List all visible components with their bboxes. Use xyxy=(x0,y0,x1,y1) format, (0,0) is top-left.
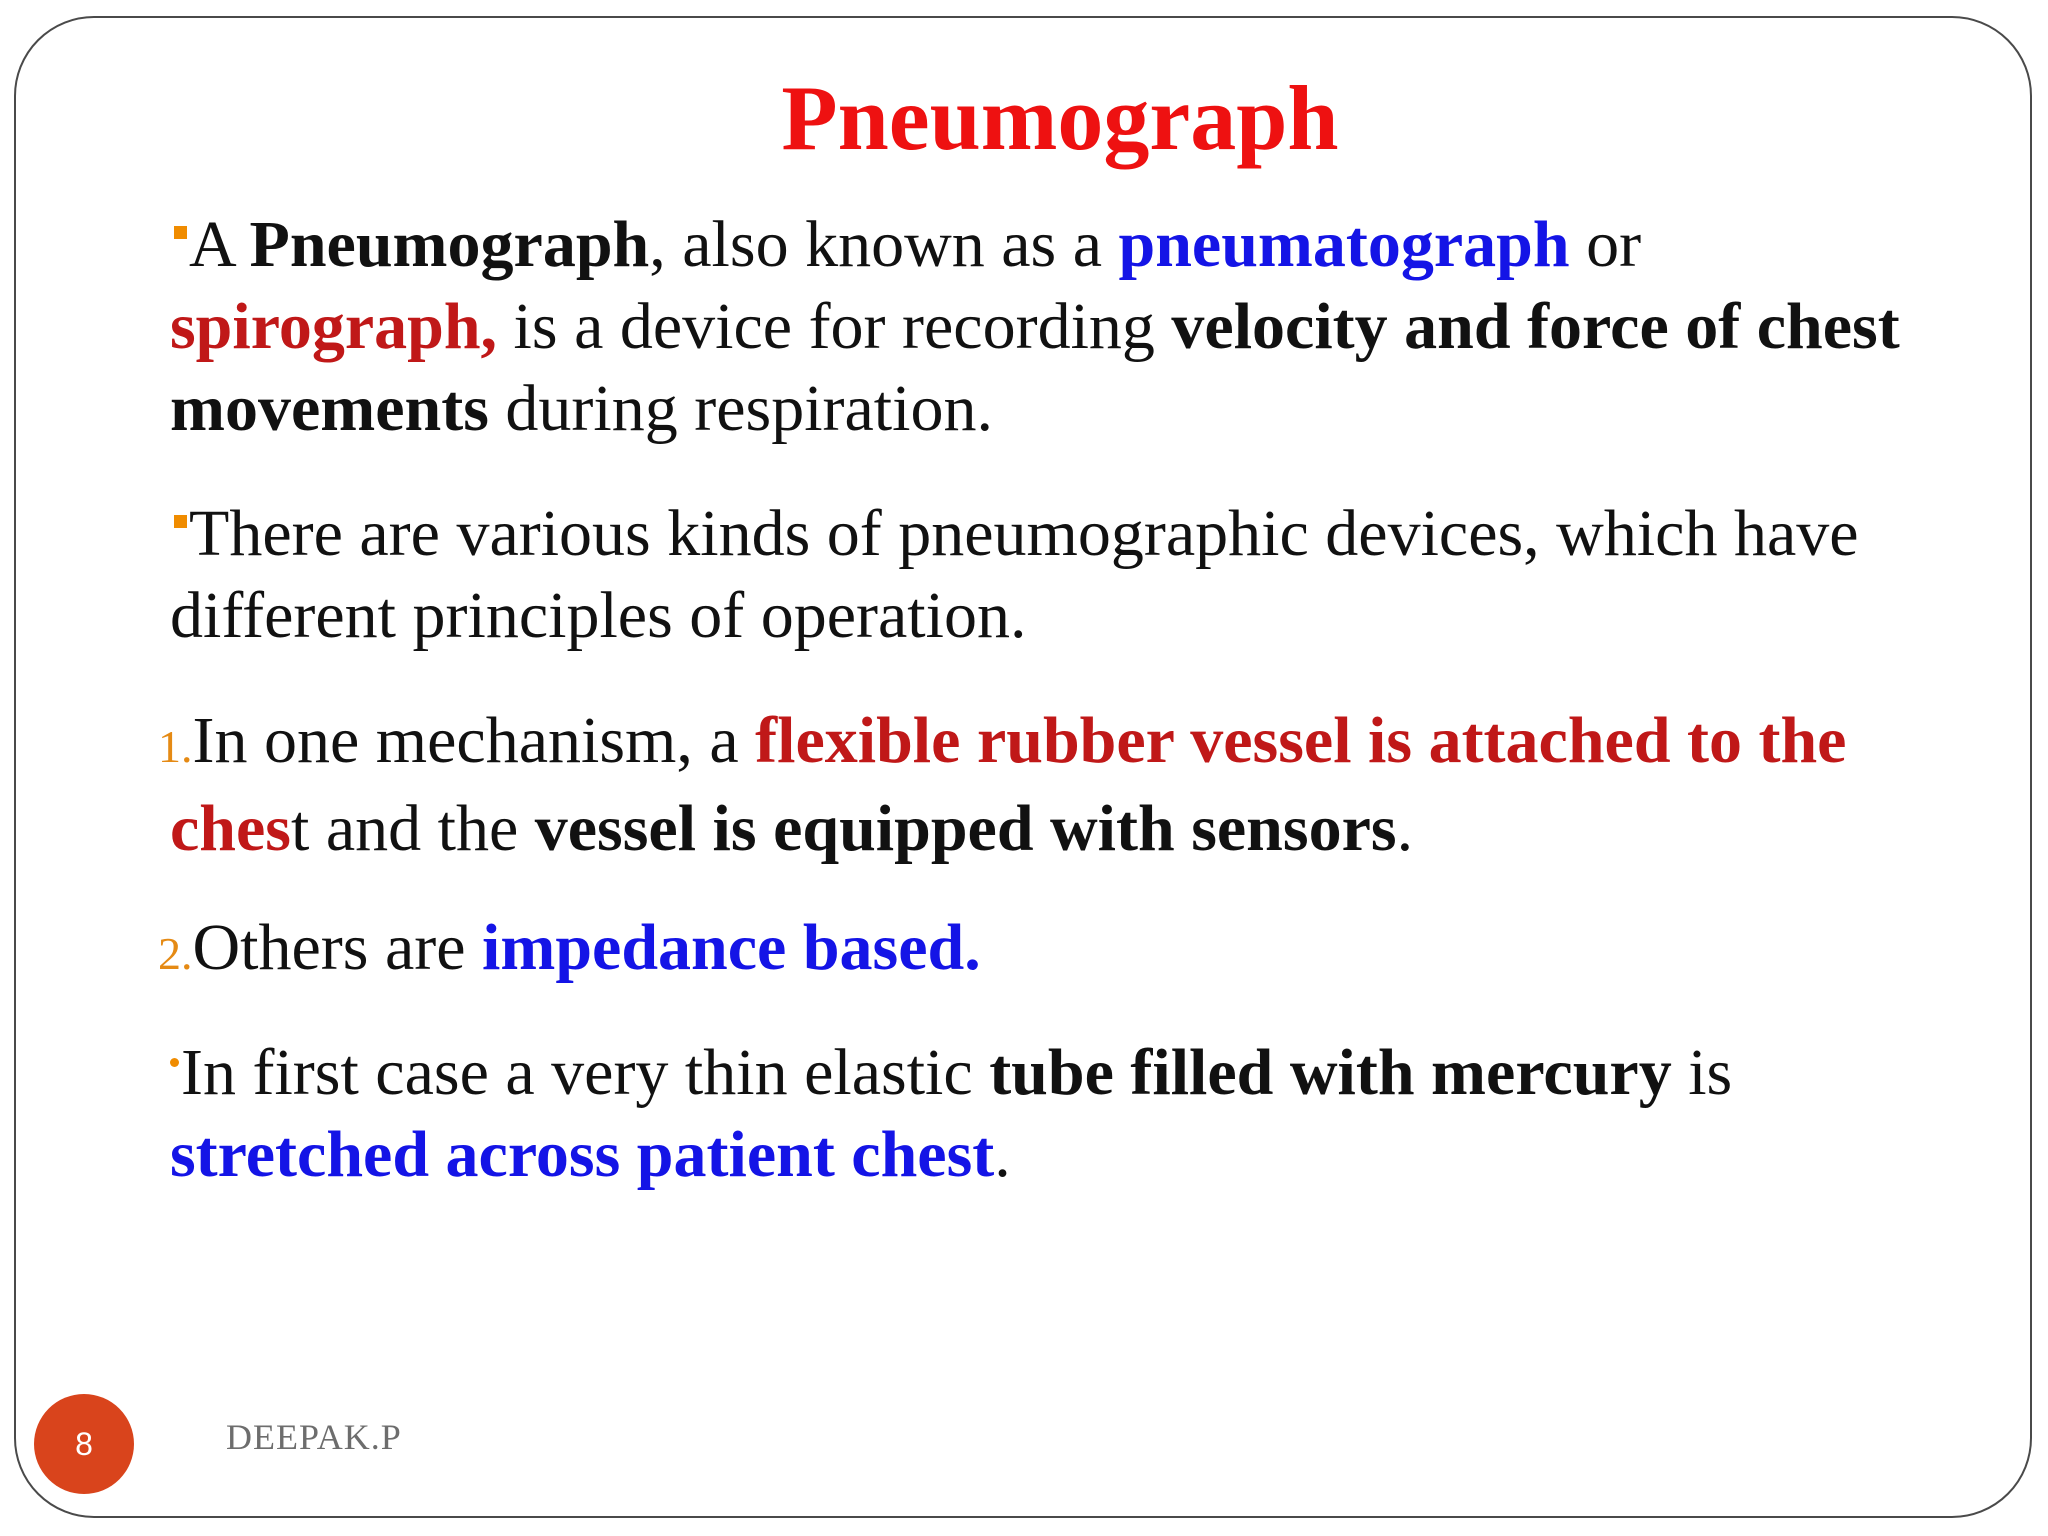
page-number-badge: 8 xyxy=(34,1394,134,1494)
numbered-item-mechanism-one: 1.In one mechanism, a flexible rubber vessel is attached to the chest and the vessel is equipped with sensors. xyxy=(158,704,1847,865)
dot-bullet-icon xyxy=(170,1058,179,1067)
list-number: 2. xyxy=(158,928,193,979)
square-bullet-icon xyxy=(174,226,187,239)
bullet-mercury-tube: In first case a very thin elastic tube filled with mercury is stretched across patient chest. xyxy=(170,1036,1733,1191)
numbered-item-impedance: 2.Others are impedance based. xyxy=(158,911,981,984)
slide-title: Pneumograph xyxy=(781,67,1339,169)
list-number: 1. xyxy=(158,721,193,772)
square-bullet-icon xyxy=(174,515,187,528)
bullet-definition: A Pneumograph, also known as a pneumatograph or spirograph, is a device for recording velocity and force of chest movements during respiration. xyxy=(170,208,1900,445)
bullet-device-kinds: There are various kinds of pneumographic devices, which have different principles of operation. xyxy=(170,497,1859,652)
author-footer: DEEPAK.P xyxy=(226,1417,402,1457)
